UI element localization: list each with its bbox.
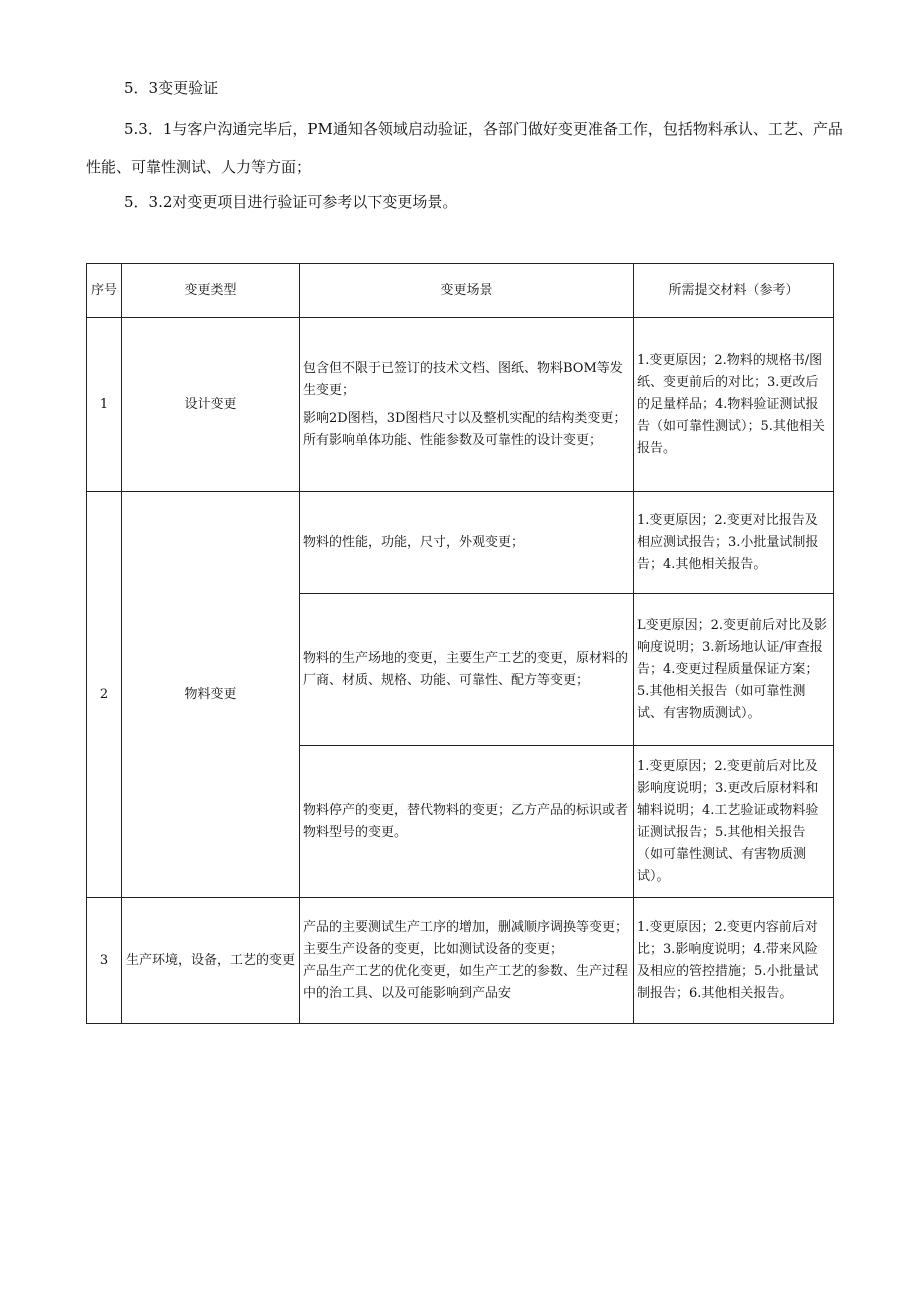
table-header-row <box>87 264 834 318</box>
paragraph-1: 5.3．1与客户沟通完毕后，PM通知各领域启动验证，各部门做好变更准备工作，包括物料承认、工艺、产品性能、可靠性测试、人力等方面； <box>86 120 843 176</box>
row-materials: L变更原因；2.变更前后对比及影响度说明；3.新场地认证/审查报告；4.变更过程质量保证方案；5.其他相关报告（如可靠性测试、有害物质测试）。 <box>634 594 834 746</box>
row-materials: 1.变更原因；2.变更前后对比及影响度说明；3.更改后原材料和辅料说明；4.工艺验证或物料验证测试报告；5.其他相关报告（如可靠性测试、有害物质测试）。 <box>634 746 834 898</box>
header-materials: 所需提交材料（参考） <box>634 264 834 318</box>
section-heading: 5．3变更验证 <box>124 79 219 97</box>
row-scene: 物料的性能，功能，尺寸，外观变更； <box>300 492 634 594</box>
scene-line: 所有影响单体功能、性能参数及可靠性的设计变更； <box>303 432 603 448</box>
row-scene: 物料停产的变更，替代物料的变更；乙方产品的标识或者物料型号的变更。 <box>300 746 634 898</box>
row-scene <box>300 898 634 1024</box>
header-no: 序号 <box>87 264 122 318</box>
scene-line: 产品的主要测试生产工序的增加，删减顺序调换等变更；主要生产设备的变更，比如测试设备的变更； <box>303 919 629 957</box>
header-scene: 变更场景 <box>300 264 634 318</box>
row-materials: 1.变更原因；2.变更对比报告及相应测试报告；3.小批量试制报告；4.其他相关报告。 <box>634 492 834 594</box>
row-scene <box>300 318 634 492</box>
scene-line: 影响2D图档，3D图档尺寸以及整机实配的结构类变更； <box>303 410 627 426</box>
change-scenario-table <box>86 263 834 1024</box>
row-no: 1 <box>87 318 122 492</box>
table-row <box>87 318 834 492</box>
row-materials: 1.变更原因；2.物料的规格书/图纸、变更前后的对比；3.更改后的足量样品；4.物料验证测试报告（如可靠性测试）；5.其他相关报告。 <box>634 318 834 492</box>
table-row <box>87 898 834 1024</box>
row-type: 生产环境，设备，工艺的变更 <box>122 898 300 1024</box>
paragraph-2: 5．3.2对变更项目进行验证可参考以下变更场景。 <box>124 193 458 211</box>
header-type: 变更类型 <box>122 264 300 318</box>
row-type: 设计变更 <box>122 318 300 492</box>
row-materials: 1.变更原因；2.变更内容前后对比；3.影响度说明；4.带来风险及相应的管控措施；5.小批量试制报告；6.其他相关报告。 <box>634 898 834 1024</box>
row-type: 物料变更 <box>122 492 300 898</box>
row-scene: 物料的生产场地的变更，主要生产工艺的变更，原材料的厂商、材质、规格、功能、可靠性、配方等变更； <box>300 594 634 746</box>
row-no: 2 <box>87 492 122 898</box>
row-no: 3 <box>87 898 122 1024</box>
table-row <box>87 492 834 594</box>
scene-line: 包含但不限于已签订的技术文档、图纸、物料BOM等发生变更； <box>303 360 623 398</box>
scene-line: 产品生产工艺的优化变更，如生产工艺的参数、生产过程中的治工具、以及可能影响到产品安 <box>303 963 629 1001</box>
